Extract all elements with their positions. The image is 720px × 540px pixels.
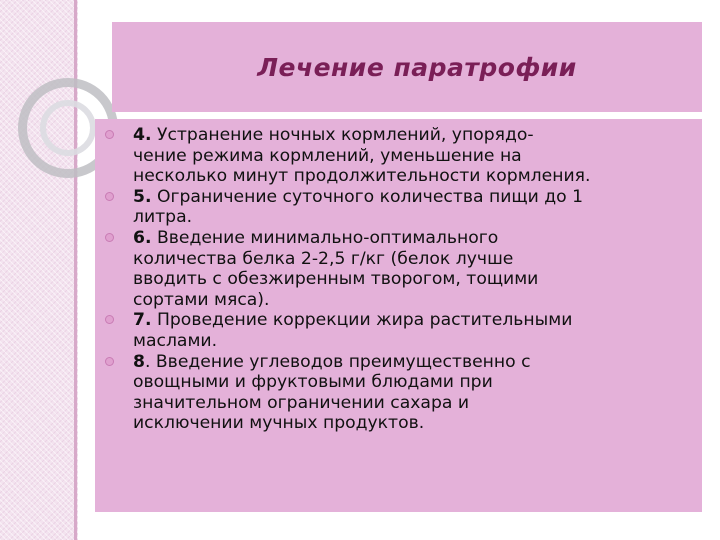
item-line: . Введение углеводов преимущественно с [144, 351, 531, 372]
item-line: овощными и фруктовыми блюдами при [133, 372, 493, 393]
list-item [117, 228, 707, 310]
item-number: 8 [133, 351, 145, 372]
bullet-dot-icon [105, 357, 114, 366]
item-line: количества белка 2-2,5 г/кг (белок лучше [133, 248, 514, 269]
list-item [117, 310, 707, 351]
item-line: Устранение ночных кормлений, упорядо- [156, 125, 534, 145]
bullet-dot-icon [105, 192, 114, 201]
item-number: 6. [133, 227, 152, 248]
decorative-ring-inner [40, 100, 96, 156]
item-line: несколько минут продолжительности кормления. [133, 166, 591, 187]
bullet-list [117, 125, 707, 434]
slide-title: Лечение паратрофии [257, 52, 577, 82]
item-line: Ограничение суточного количества пищи до 1 [156, 186, 584, 207]
bullet-dot-icon [105, 233, 114, 242]
title-panel [112, 22, 702, 112]
item-number: 7. [133, 310, 152, 331]
item-number: 4. [133, 125, 152, 145]
list-item [117, 187, 707, 228]
bullet-dot-icon [105, 130, 114, 139]
item-line: значительном ограничении сахара и [133, 392, 470, 413]
list-item [117, 125, 707, 187]
item-line: литра. [133, 207, 193, 228]
item-line: исключении мучных продуктов. [133, 413, 425, 434]
list-item [117, 352, 707, 434]
item-line: сортами мяса). [133, 289, 270, 310]
item-line: вводить с обезжиренным творогом, тощими [133, 269, 539, 290]
item-line: Проведение коррекции жира растительными [156, 310, 573, 331]
item-line: маслами. [133, 330, 218, 351]
item-line: Введение минимально-оптимального [156, 227, 499, 248]
item-line: чение режима кормлений, уменьшение на [133, 145, 522, 166]
item-number: 5. [133, 186, 152, 207]
